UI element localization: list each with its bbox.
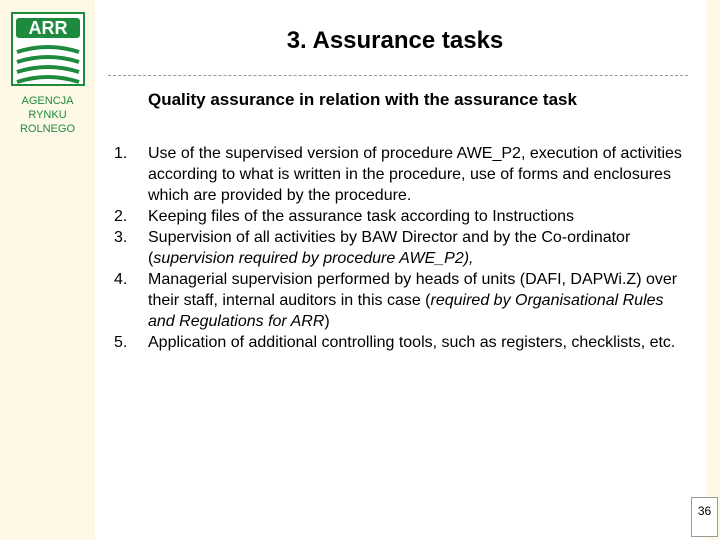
list-item: [100, 206, 690, 227]
list-item: [100, 143, 690, 206]
item-text: Application of additional controlling tools, such as registers, checklists, etc.: [148, 334, 676, 351]
item-number: 4.: [114, 271, 128, 288]
item-number: 3.: [114, 229, 128, 246]
item-text: Keeping files of the assurance task according to Instructions: [148, 208, 575, 225]
item-text: Managerial supervision performed by heads of units (DAFI, DAPWi.Z) over their staff, internal auditors in this case (: [148, 271, 678, 309]
item-text: Use of the supervised version of procedure AWE_P2, execution of activities according to what is written in the procedure, use of forms and enclosures which are provided by the procedure.: [148, 145, 682, 204]
svg-text:ARR: ARR: [28, 18, 68, 38]
item-number: 2.: [114, 208, 128, 225]
item-text-italic: supervision required by procedure AWE_P2),: [153, 250, 474, 267]
list-item: [100, 227, 690, 269]
sidebar: [0, 0, 95, 540]
slide-subtitle: Quality assurance in relation with the assurance task: [148, 90, 577, 109]
slide-title: 3. Assurance tasks: [286, 27, 504, 54]
item-number: 5.: [114, 334, 128, 351]
page-number: 36: [697, 504, 712, 518]
arr-logo: [11, 12, 85, 86]
item-text: Supervision of all activities by BAW Director and by the Co-ordinator (: [148, 229, 631, 267]
title-divider: [108, 75, 688, 76]
agency-line-1: AGENCJA: [21, 95, 74, 107]
agency-line-3: ROLNEGO: [19, 123, 75, 135]
agency-line-2: RYNKU: [28, 109, 67, 121]
right-margin-band: [706, 0, 720, 540]
item-number: 1.: [114, 145, 128, 162]
task-list: [100, 143, 690, 353]
list-item: [100, 332, 690, 353]
item-text-end: ): [324, 313, 330, 330]
agency-name: [0, 94, 95, 136]
item-text-italic: required by Organisational Rules and Regulations for ARR: [148, 292, 664, 330]
list-item: [100, 269, 690, 332]
